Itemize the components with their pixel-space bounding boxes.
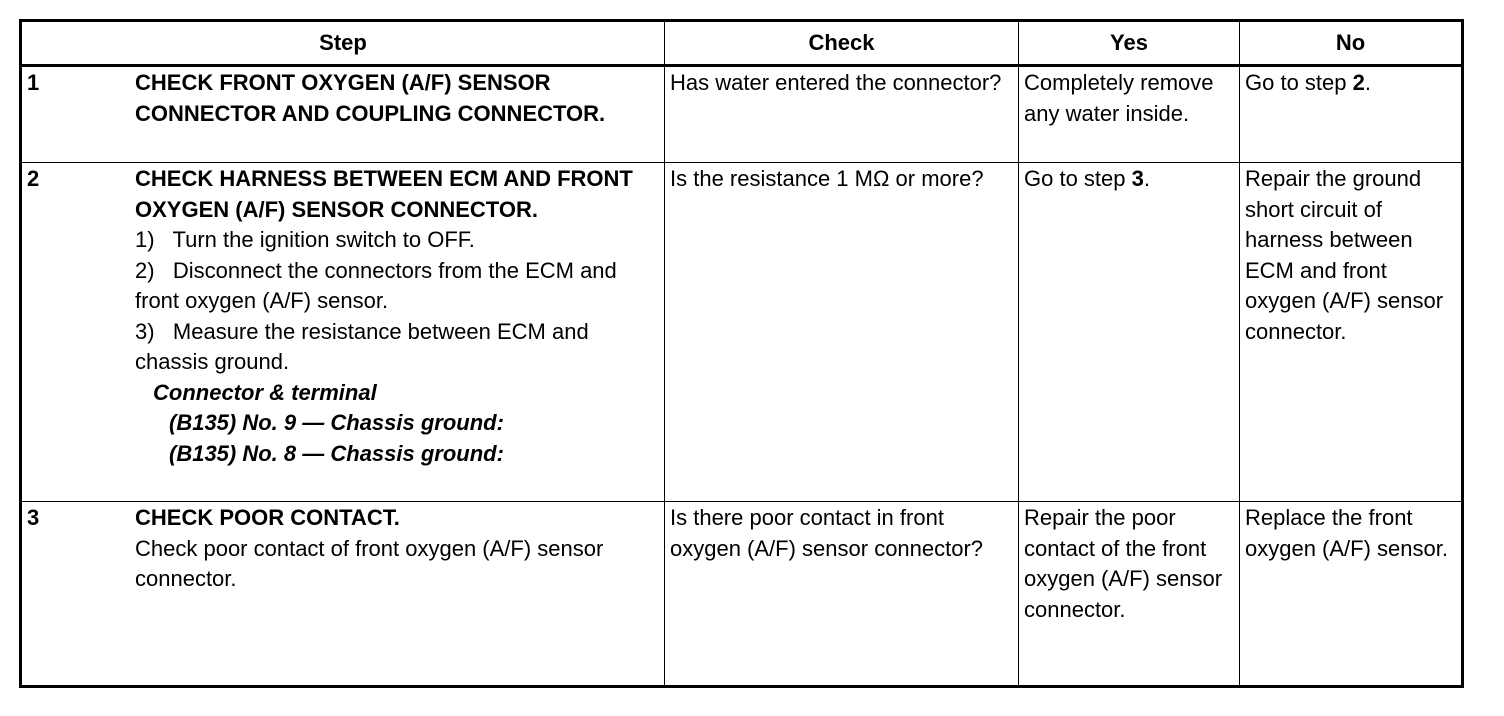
table-row bbox=[21, 66, 1463, 163]
procedure-step: 2) Disconnect the connectors from the ECM and front oxygen (A/F) sensor. bbox=[135, 257, 623, 313]
no-cell bbox=[1240, 66, 1463, 163]
step-title: CHECK POOR CONTACT. bbox=[135, 505, 400, 530]
no-text: Go to step bbox=[1245, 70, 1353, 95]
no-cell bbox=[1240, 163, 1463, 502]
no-suffix: . bbox=[1364, 70, 1371, 95]
step-title: CHECK HARNESS BETWEEN ECM AND FRONT OXYGEN (A/F) SENSOR CONNECTOR. bbox=[135, 166, 633, 222]
check-cell bbox=[665, 502, 1019, 687]
connector-terminal: (B135) No. 8 — Chassis ground: bbox=[169, 440, 504, 466]
step-title: CHECK FRONT OXYGEN (A/F) SENSOR CONNECTOR AND COUPLING CONNECTOR. bbox=[135, 70, 606, 126]
header-yes: Yes bbox=[1019, 21, 1240, 66]
no-step-ref: 2 bbox=[1352, 70, 1365, 95]
header-step: Step bbox=[21, 21, 665, 66]
connector-terminal: (B135) No. 9 — Chassis ground: bbox=[169, 410, 504, 435]
yes-cell bbox=[1019, 66, 1240, 163]
no-text: Repair the ground short circuit of harness between ECM and front oxygen (A/F) sensor connector. bbox=[1245, 166, 1444, 344]
table-row bbox=[21, 163, 1463, 502]
yes-suffix: . bbox=[1143, 166, 1150, 191]
step-cell bbox=[21, 66, 665, 163]
yes-cell bbox=[1019, 502, 1240, 687]
table-row bbox=[21, 502, 1463, 687]
procedure-step: 1) Turn the ignition switch to OFF. bbox=[135, 227, 475, 252]
step-number: 1 bbox=[27, 70, 40, 95]
yes-text: Repair the poor contact of the front oxygen (A/F) sensor connector. bbox=[1024, 505, 1223, 622]
yes-text: Completely remove any water inside. bbox=[1024, 70, 1214, 126]
check-text: Is the resistance 1 MΩ or more? bbox=[670, 166, 984, 191]
yes-text: Go to step bbox=[1024, 166, 1132, 191]
step-number: 2 bbox=[27, 166, 40, 191]
step-cell bbox=[21, 163, 665, 502]
procedure-step: 3) Measure the resistance between ECM and chassis ground. bbox=[135, 318, 595, 374]
header-row bbox=[21, 21, 1463, 66]
step-description: Check poor contact of front oxygen (A/F) sensor connector. bbox=[135, 535, 604, 591]
check-text: Has water entered the connector? bbox=[670, 70, 1002, 95]
diagnostic-table bbox=[19, 19, 1464, 688]
connector-heading: Connector & terminal bbox=[153, 379, 377, 405]
no-text: Replace the front oxygen (A/F) sensor. bbox=[1245, 505, 1448, 561]
check-cell bbox=[665, 66, 1019, 163]
step-cell bbox=[21, 502, 665, 687]
check-text: Is there poor contact in front oxygen (A/F) sensor connector? bbox=[670, 505, 984, 561]
check-cell bbox=[665, 163, 1019, 502]
no-cell bbox=[1240, 502, 1463, 687]
yes-step-ref: 3 bbox=[1131, 166, 1144, 191]
step-number: 3 bbox=[27, 505, 40, 530]
yes-cell bbox=[1019, 163, 1240, 502]
header-no: No bbox=[1240, 21, 1463, 66]
header-check: Check bbox=[665, 21, 1019, 66]
